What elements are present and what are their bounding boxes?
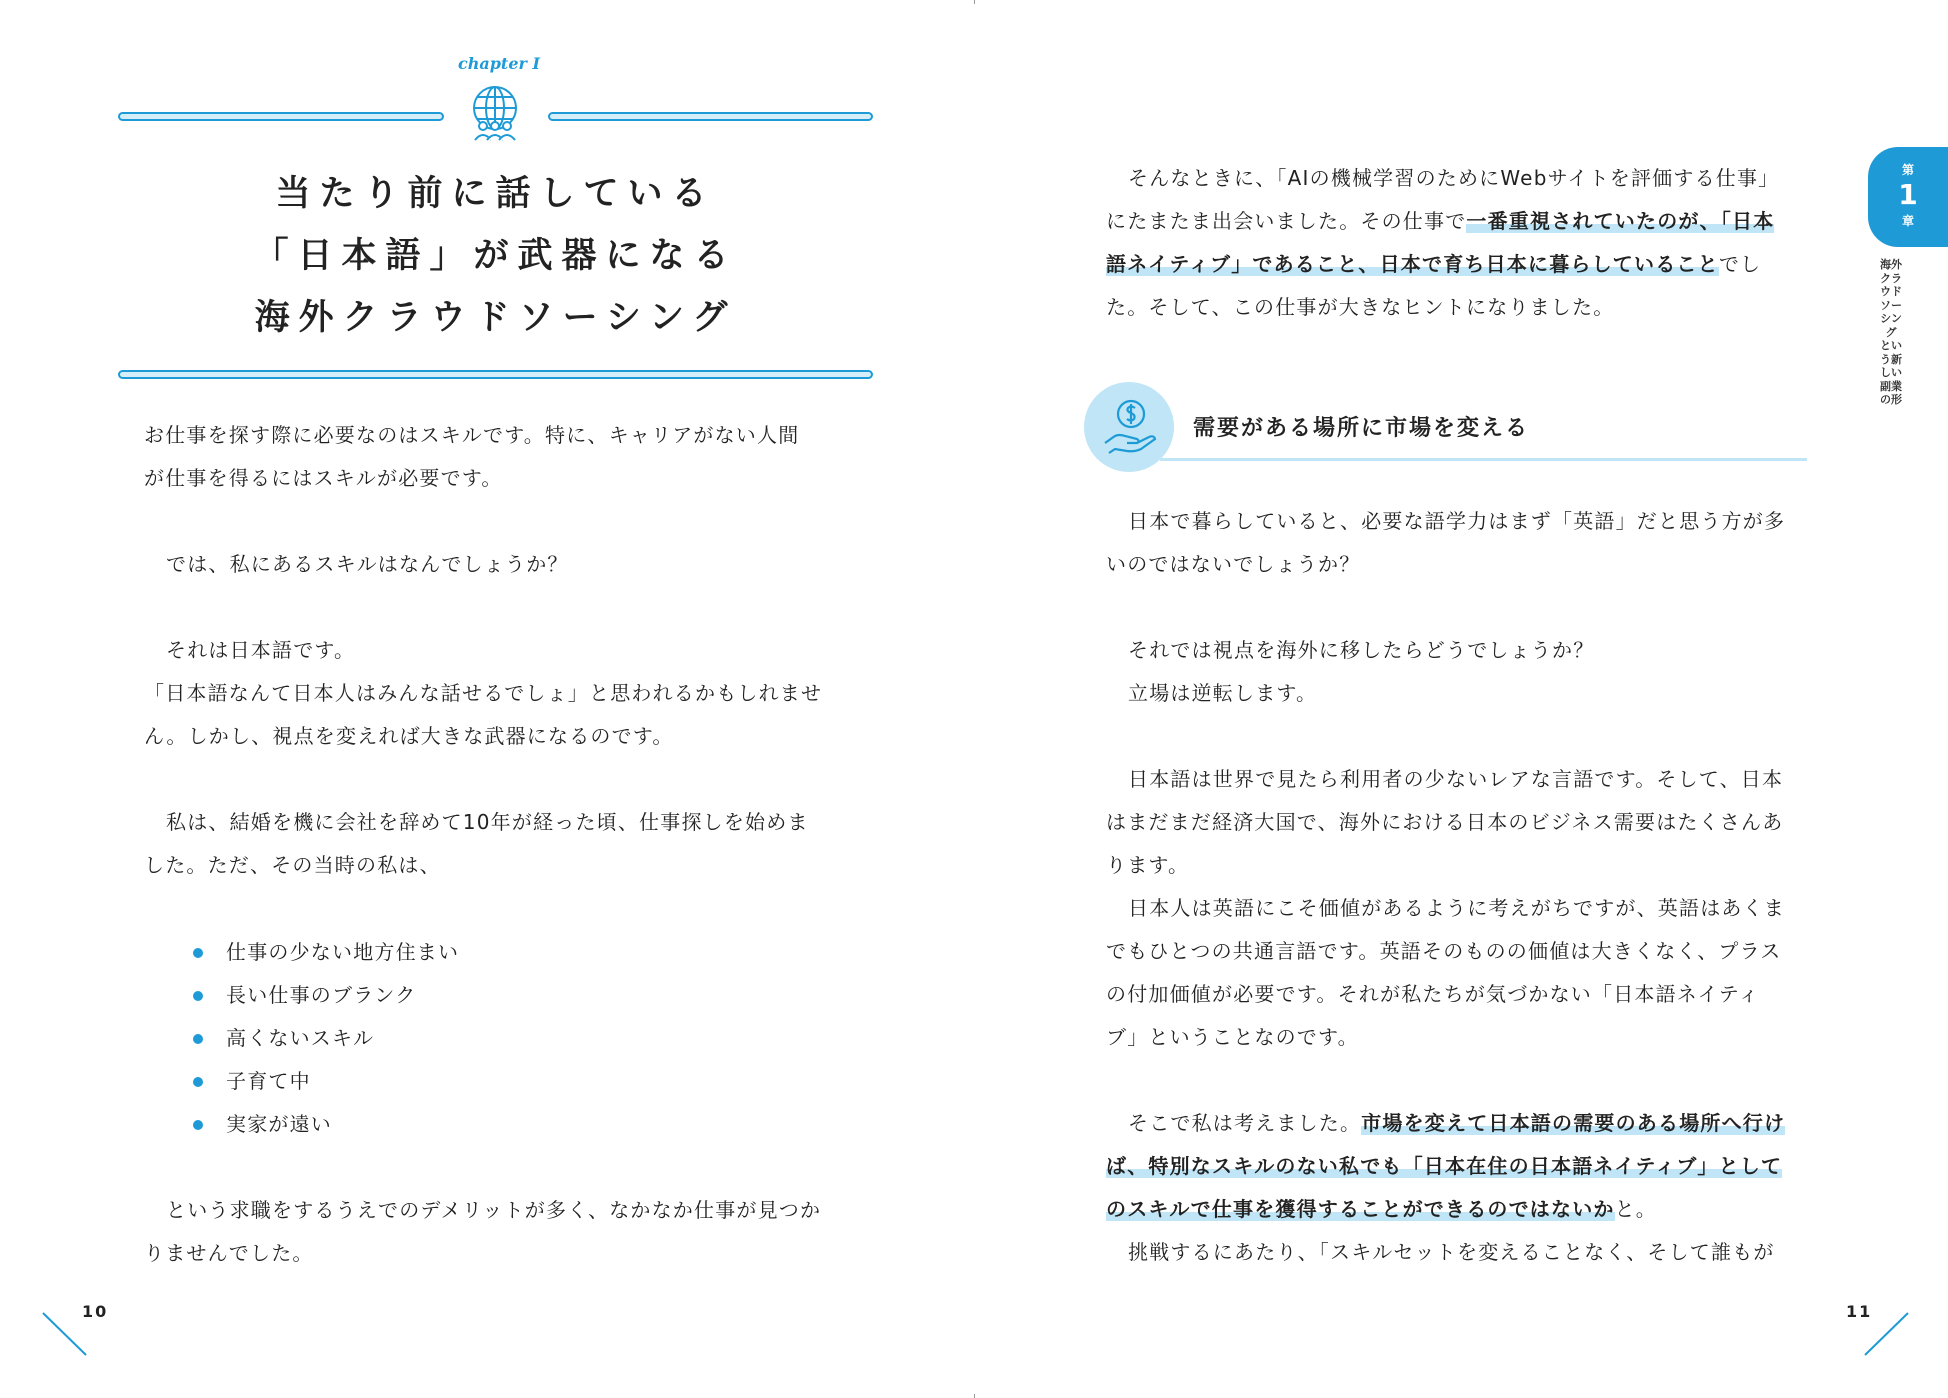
chapter-tab-bottom: 章 — [1901, 214, 1914, 228]
intro-line: そんなときに、「AIの機械学習のためにWebサイトを評価する仕事」 — [1128, 166, 1780, 190]
conclusion-highlight: 市場を変えて日本語の需要のある場所へ行け — [1361, 1111, 1786, 1135]
bullet-item: 長い仕事のブランク — [226, 983, 417, 1007]
paragraph-line: では、私にあるスキルはなんでしょうか？ — [166, 552, 569, 576]
chapter-tab — [1868, 147, 1948, 247]
paragraph-line: それは日本語です。 — [166, 638, 356, 662]
conclusion-line — [1128, 1102, 1785, 1145]
title-line-2: 「日本語」が武器になる — [253, 236, 738, 276]
chapter-tab-number: 1 — [1898, 178, 1918, 211]
conclusion-line: 挑戦するにあたり、「スキルセットを変えることなく、そして誰もが — [1128, 1240, 1775, 1264]
intro-text: でし — [1718, 252, 1762, 276]
intro-highlight: 一番重視されていたのが、「日本 — [1466, 209, 1775, 233]
page-number-left: 10 — [82, 1302, 109, 1321]
gutter-mark-bottom — [974, 1394, 975, 1398]
chapter-vertical-title: 海外クラウドソーシングという新しい副業の形 — [1880, 258, 1902, 406]
paragraph-line: でもひとつの共通言語です。英語そのものの価値は大きくなく、プラス — [1106, 939, 1782, 963]
intro-line — [1106, 243, 1761, 286]
intro-line — [1106, 200, 1774, 243]
paragraph-line: お仕事を探す際に必要なのはスキルです。特に、キャリアがない人間 — [144, 423, 800, 447]
paragraph-line: 私は、結婚を機に会社を辞めて10年が経った頃、仕事探しを始めま — [166, 810, 809, 834]
chapter-tab-top: 第 — [1901, 163, 1914, 177]
gutter-mark-top — [974, 0, 975, 4]
conclusion-text: そこで私は考えました。 — [1128, 1111, 1362, 1135]
bottom-rule — [118, 370, 873, 379]
bullet-item: 子育て中 — [226, 1069, 311, 1093]
bullet-dot — [193, 991, 203, 1001]
paragraph-line: 「日本語なんて日本人はみんな話せるでしょ」と思われるかもしれませ — [144, 681, 823, 705]
top-rule-left — [118, 112, 444, 121]
paragraph-line: の付加価値が必要です。それが私たちが気づかない「日本語ネイティ — [1106, 982, 1760, 1006]
bullet-item: 仕事の少ない地方住まい — [226, 940, 460, 964]
paragraph-line: 立場は逆転します。 — [1128, 681, 1318, 705]
bullet-item: 実家が遠い — [226, 1112, 332, 1136]
bullet-dot — [193, 948, 203, 958]
paragraph-line: ん。しかし、視点を変えれば大きな武器になるのです。 — [144, 724, 674, 748]
chapter-label: chapter I — [458, 54, 540, 73]
title-line-3: 海外クラウドソーシング — [254, 298, 737, 338]
paragraph-line: はまだまだ経済大国で、海外における日本のビジネス需要はたくさんあ — [1106, 810, 1784, 834]
paragraph-line: ります。 — [1106, 853, 1190, 877]
conclusion-text: と。 — [1614, 1197, 1658, 1221]
page-number-right: 11 — [1846, 1302, 1873, 1321]
conclusion-highlight: ば、特別なスキルのない私でも「日本在住の日本語ネイティブ」として — [1106, 1154, 1783, 1178]
paragraph-line: それでは視点を海外に移したらどうでしょうか？ — [1128, 638, 1595, 662]
corner-line-left — [40, 1310, 90, 1358]
paragraph-line: ブ」ということなのです。 — [1106, 1025, 1359, 1049]
conclusion-line — [1106, 1188, 1657, 1231]
conclusion-highlight: のスキルで仕事を獲得することができるのではないか — [1106, 1197, 1615, 1221]
paragraph-line: が仕事を得るにはスキルが必要です。 — [144, 466, 503, 490]
paragraph-line: 日本で暮らしていると、必要な語学力はまず「英語」だと思う方が多 — [1128, 509, 1786, 533]
corner-line-right — [1862, 1310, 1912, 1358]
paragraph-line: 日本人は英語にこそ価値があるように考えがちですが、英語はあくま — [1128, 896, 1785, 920]
paragraph-line: 日本語は世界で見たら利用者の少ないレアな言語です。そして、日本 — [1128, 767, 1784, 791]
section-underline — [1160, 458, 1807, 461]
intro-line: た。そして、この仕事が大きなヒントになりました。 — [1106, 295, 1615, 319]
paragraph-line: いのではないでしょうか？ — [1106, 552, 1361, 576]
bullet-dot — [193, 1077, 203, 1087]
bullet-item: 高くないスキル — [226, 1026, 375, 1050]
bullet-dot — [193, 1120, 203, 1130]
title-line-1: 当たり前に話している — [275, 174, 716, 214]
paragraph-line: りませんでした。 — [144, 1241, 314, 1265]
conclusion-line — [1106, 1145, 1782, 1188]
paragraph-line: という求職をするうえでのデメリットが多く、なかなか仕事が見つか — [166, 1198, 822, 1222]
intro-text: にたまたま出会いました。その仕事で — [1106, 209, 1467, 233]
globe-people-icon — [465, 83, 525, 143]
bullet-dot — [193, 1034, 203, 1044]
paragraph-line: した。ただ、その当時の私は、 — [144, 853, 441, 877]
top-rule-right — [548, 112, 873, 121]
section-heading: 需要がある場所に市場を変える — [1193, 416, 1530, 441]
intro-highlight: 語ネイティブ」であること、日本で育ち日本に暮らしていること — [1106, 252, 1719, 276]
